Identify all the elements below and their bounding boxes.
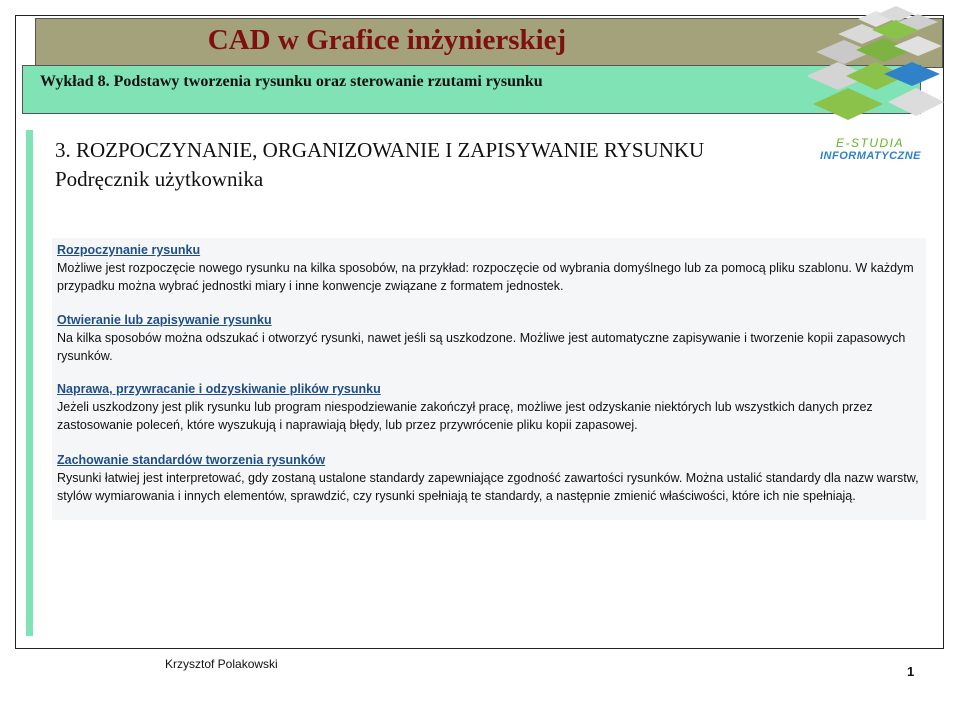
item-link[interactable]: Naprawa, przywracanie i odzyskiwanie plików rysunku — [57, 382, 381, 396]
logo-tiles — [808, 6, 944, 120]
slide-title: CAD w Grafice inżynierskiej — [207, 24, 567, 56]
item-description: Jeżeli uszkodzony jest plik rysunku lub program niespodziewanie zakończył pracę, możliwe jest odzyskanie niektórych lub wszystkich danych przez zastosowanie poleceń, które wyszukują i naprawiają błędy, lub przez przywrócenie pliku kopii zapasowej. — [57, 400, 873, 432]
list-item — [57, 311, 923, 365]
section-title: 3. ROZPOCZYNANIE, ORGANIZOWANIE I ZAPISYWANIE RYSUNKU — [55, 138, 705, 162]
left-accent-bar — [26, 130, 33, 636]
section-subtitle: Podręcznik użytkownika — [55, 167, 264, 191]
item-link[interactable]: Zachowanie standardów tworzenia rysunków — [57, 453, 326, 467]
item-link[interactable]: Rozpoczynanie rysunku — [57, 243, 201, 257]
item-description: Rysunki łatwiej jest interpretować, gdy zostaną ustalone standardy zapewniające zgodność zawartości rysunków. Można ustalić standardy dla nazw warstw, stylów wymiarowania i innych elementów, sprawdzić, czy rysunki spełniają te standardy, a następnie zmienić właściwości, które ich nie spełniają. — [57, 471, 919, 503]
item-link[interactable]: Otwieranie lub zapisywanie rysunku — [57, 313, 272, 327]
section-heading — [55, 136, 815, 194]
author-name: Krzysztof Polakowski — [165, 657, 278, 671]
item-description: Możliwe jest rozpoczęcie nowego rysunku na kilka sposobów, na przykład: rozpoczęcie od wybrania domyślnego lub za pomocą pliku szablonu. W każdym przypadku można wybrać jednostki miary i inne konwencje związane z formatem jednostek. — [57, 261, 914, 293]
list-item — [57, 241, 923, 295]
page-number: 1 — [907, 664, 915, 679]
lecture-subtitle: Wykład 8. Podstawy tworzenia rysunku oraz sterowanie rzutami rysunku — [40, 73, 543, 90]
logo-text-informatyczne: INFORMATYCZNE — [820, 150, 922, 162]
item-description: Na kilka sposobów można odszukać i otworzyć rysunki, nawet jeśli są uszkodzone. Możliwe jest automatyczne zapisywanie i tworzenie kopii zapasowych rysunków. — [57, 331, 906, 363]
list-item — [57, 380, 923, 434]
logo-graphic — [808, 4, 948, 128]
list-item — [57, 451, 923, 505]
logo-text-estudia: E-STUDIA — [835, 136, 904, 150]
